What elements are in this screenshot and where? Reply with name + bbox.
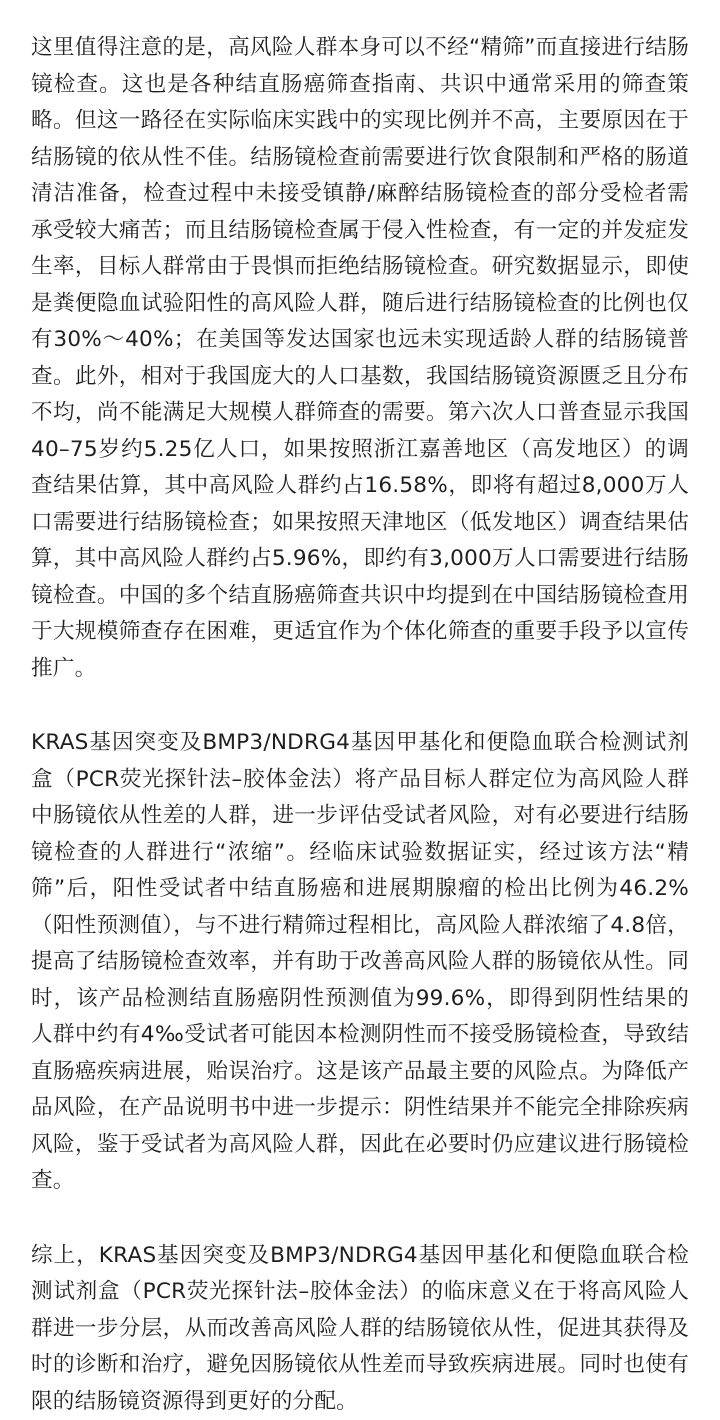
paragraph-kras-test-kit: KRAS基因突变及BMP3/NDRG4基因甲基化和便隐血联合检测试剂盒（PCR荧光探针法–胶体金法）将产品目标人群定位为高风险人群中肠镜依从性差的人群，进一步评估受试者风险，对有必要进行结肠镜检查的人群进行“浓缩”。经临床试验数据证实，经过该方法“精筛”后，阳性受试者中结直肠癌和进展期腺瘤的检出比例为46.2%（阳性预测值），与不进行精筛过程相比，高风险人群浓缩了4.8倍，提高了结肠镜检查效率，并有助于改善高风险人群的肠镜依从性。同时，该产品检测结直肠癌阴性预测值为99.6%，即得到阴性结果的人群中约有4‰受试者可能因本检测阴性而不接受肠镜检查，导致结直肠癌疾病进展，贻误治疗。这是该产品最主要的风险点。为降低产品风险，在产品说明书中进一步提示：阴性结果并不能完全排除疾病风险，鉴于受试者为高风险人群，因此在必要时仍应建议进行肠镜检查。 [31,725,689,1200]
paragraph-conclusion: 综上，KRAS基因突变及BMP3/NDRG4基因甲基化和便隐血联合检测试剂盒（PCR荧光探针法–胶体金法）的临床意义在于将高风险人群进一步分层，从而改善高风险人群的结肠镜依从性，促进其获得及时的诊断和治疗，避免因肠镜依从性差而导致疾病进展。同时也使有限的结肠镜资源得到更好的分配。 [31,1238,689,1420]
paragraph-colonoscopy-compliance: 这里值得注意的是，高风险人群本身可以不经“精筛”而直接进行结肠镜检查。这也是各种结直肠癌筛查指南、共识中通常采用的筛查策略。但这一路径在实际临床实践中的实现比例并不高，主要原因在于结肠镜的依从性不佳。结肠镜检查前需要进行饮食限制和严格的肠道清洁准备，检查过程中未接受镇静/麻醉结肠镜检查的部分受检者需承受较大痛苦；而且结肠镜检查属于侵入性检查，有一定的并发症发生率，目标人群常由于畏惧而拒绝结肠镜检查。研究数据显示，即使是粪便隐血试验阳性的高风险人群，随后进行结肠镜检查的比例也仅有30%～40%；在美国等发达国家也远未实现适龄人群的结肠镜普查。此外，相对于我国庞大的人口基数，我国结肠镜资源匮乏且分布不均，尚不能满足大规模人群筛查的需要。第六次人口普查显示我国40–75岁约5.25亿人口，如果按照浙江嘉善地区（高发地区）的调查结果估算，其中高风险人群约占16.58%，即将有超过8,000万人口需要进行结肠镜检查；如果按照天津地区（低发地区）调查结果估算，其中高风险人群约占5.96%，即约有3,000万人口需要进行结肠镜检查。中国的多个结直肠癌筛查共识中均提到在中国结肠镜检查用于大规模筛查存在困难，更适宜作为个体化筛查的重要手段予以宣传推广。 [31,30,689,687]
